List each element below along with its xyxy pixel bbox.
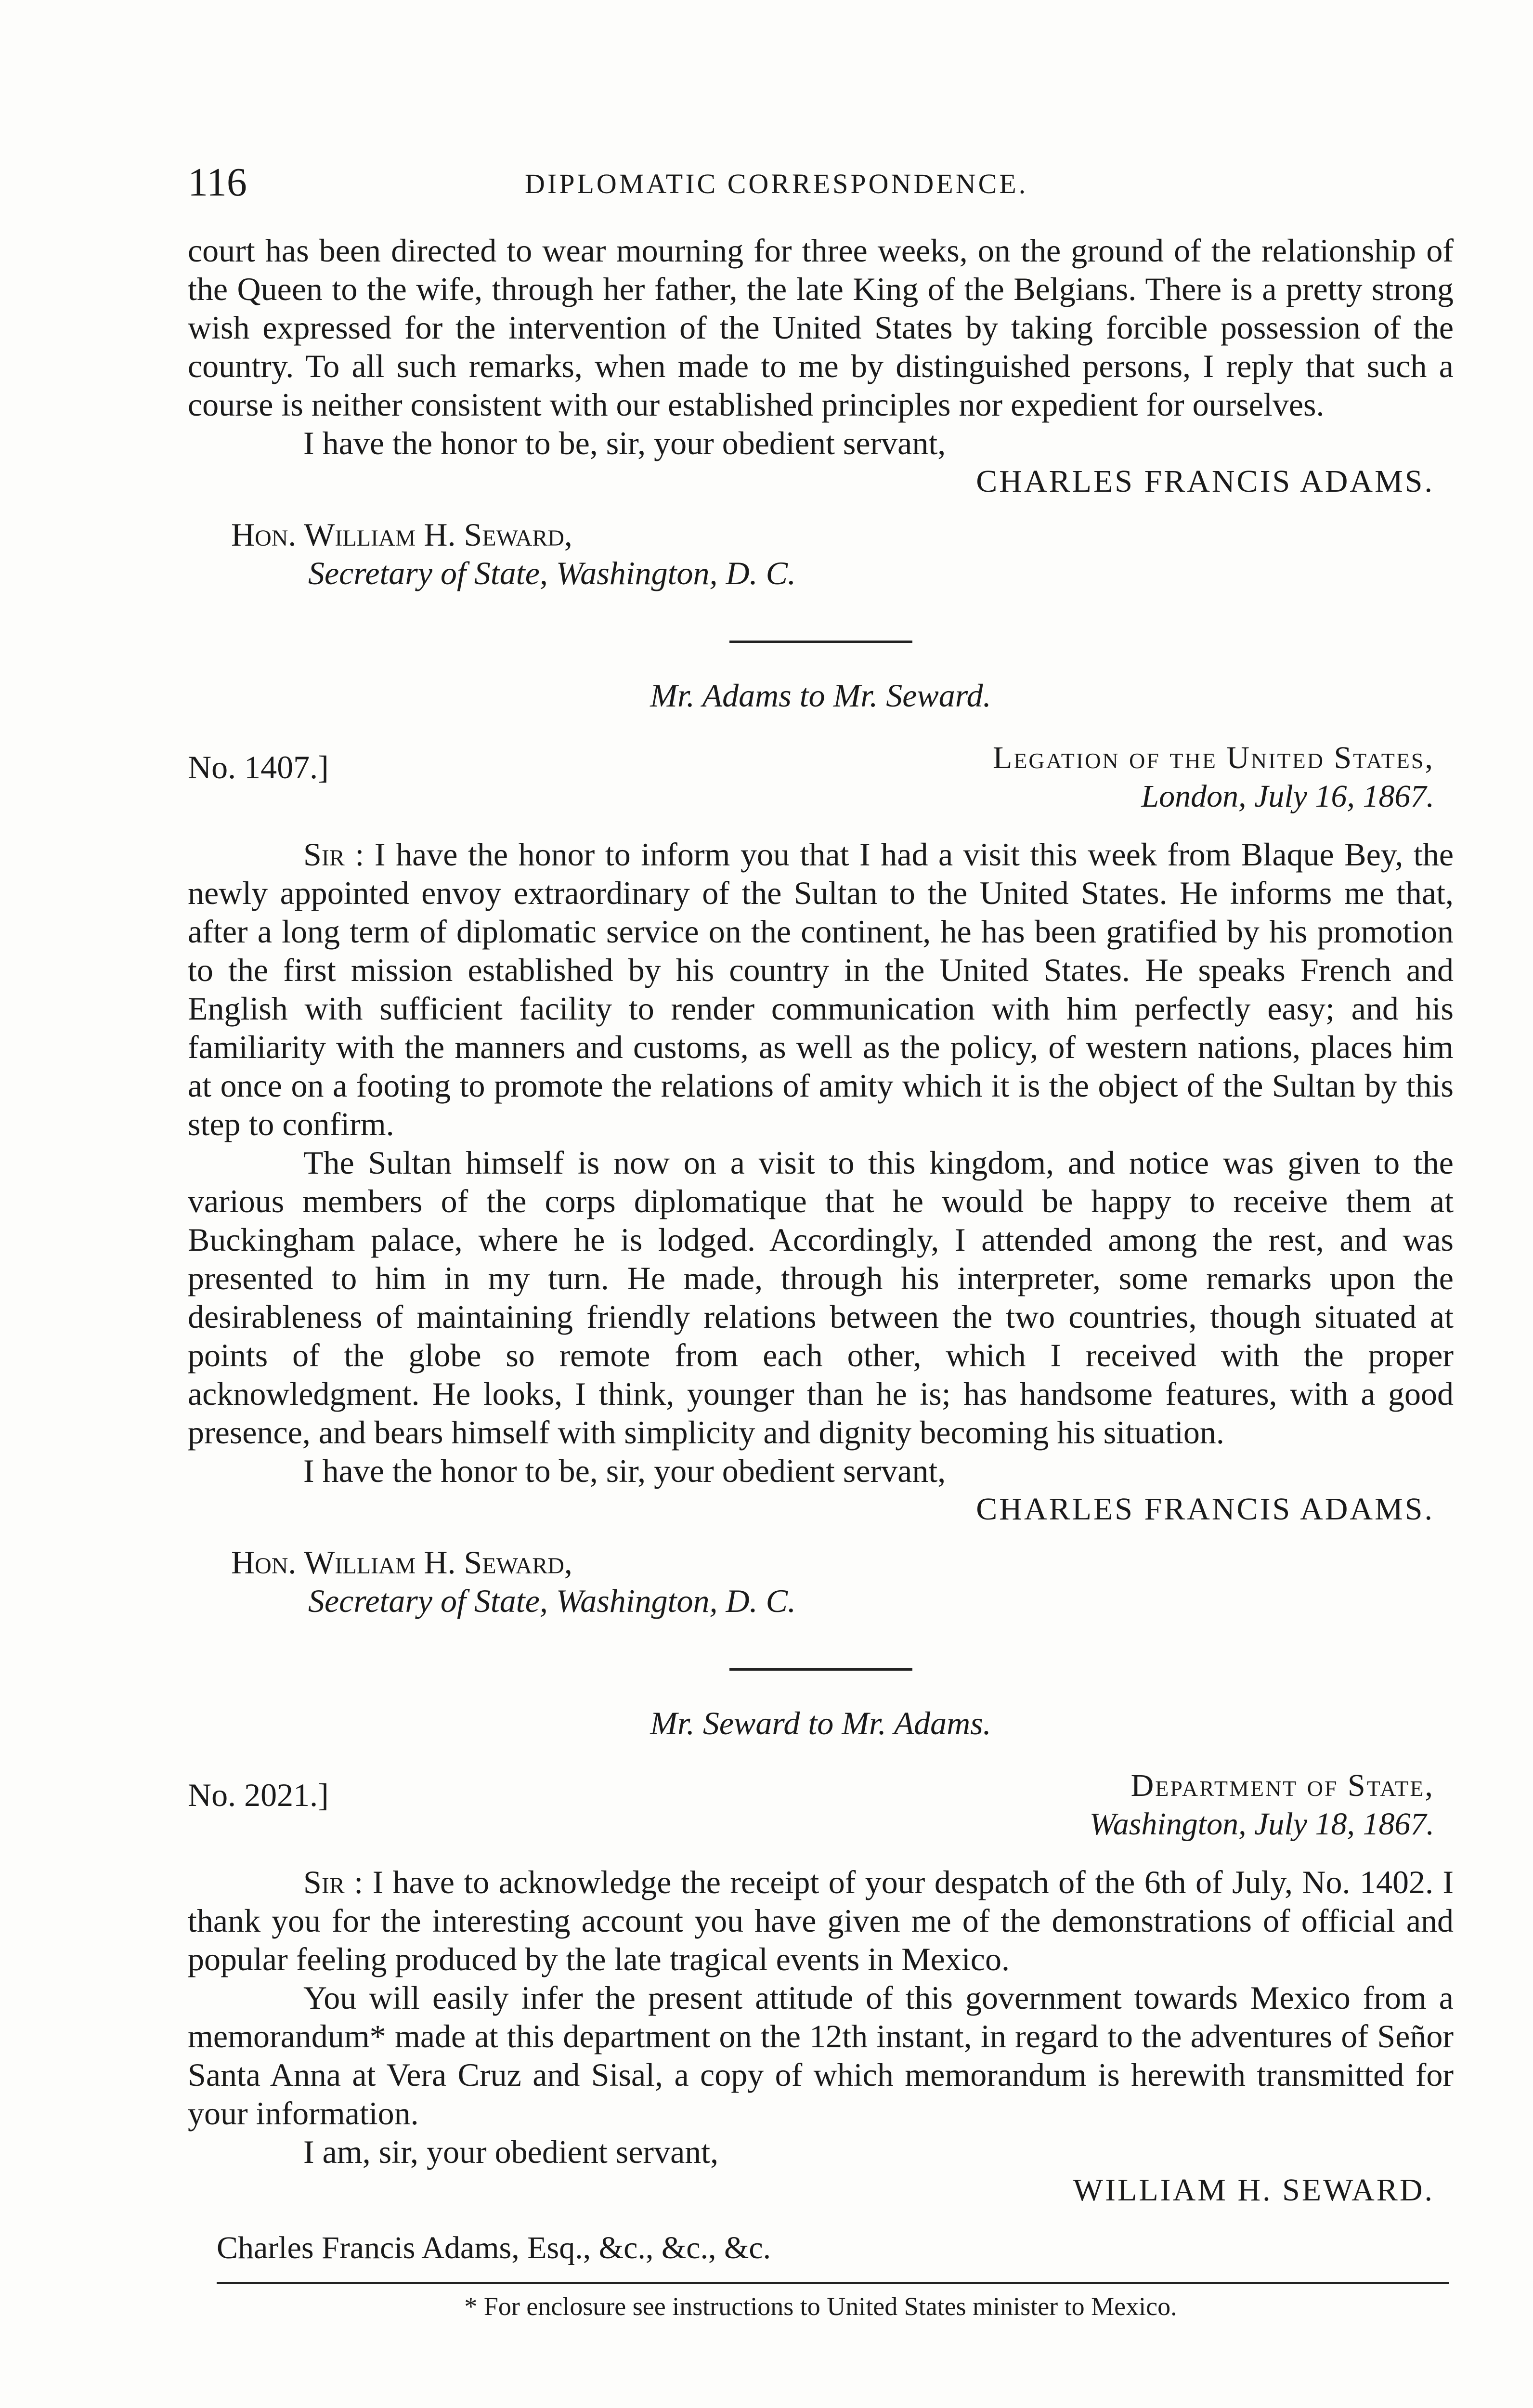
letter2-closing: I have the honor to be, sir, your obedient servant,	[303, 1453, 946, 1489]
letter2-addressee: Hon. William H. Seward,	[231, 1544, 572, 1581]
letter3-heading	[188, 1767, 1454, 1848]
letter2-salutation: Sir :	[303, 836, 364, 873]
letter2-number: No. 1407.]	[188, 749, 329, 785]
letter3-paragraph2: You will easily infer the present attitude of this government towards Mexico from a memorandum* made at this department on the 12th instant, in regard to the adventures of Señor Santa Anna at Vera Cruz and Sisal, a copy of which memorandum is herewith transmitted for your information.	[188, 1979, 1454, 2132]
letter3-title: Mr. Seward to Mr. Adams.	[650, 1705, 991, 1741]
letter3-sender-place: Washington, July 18, 1867.	[1089, 1806, 1434, 1842]
letter3-closing: I am, sir, your obedient servant,	[303, 2133, 719, 2170]
section-divider	[729, 641, 912, 643]
running-title: DIPLOMATIC CORRESPONDENCE.	[525, 168, 1028, 199]
letter1-addressee-title: Secretary of State, Washington, D. C.	[308, 555, 796, 591]
letter1-signature: CHARLES FRANCIS ADAMS.	[976, 464, 1434, 499]
letter2-signature: CHARLES FRANCIS ADAMS.	[976, 1492, 1434, 1527]
letter2-paragraph2: The Sultan himself is now on a visit to this kingdom, and notice was given to the various members of the corps diplomatique that he would be happy to receive them at Buckingham palace, where he is lodged. Accordingly, I attended among the rest, and was presented to him in my turn. He made, through his interpreter, some remarks upon the desirableness of maintaining friendly relations between the two countries, though situated at points of the globe so remote from each other, which I received with the proper acknowledgment. He looks, I think, younger than he is; has handsome features, with a good presence, and bears himself with simplicity and dignity becoming his situation.	[188, 1144, 1454, 1451]
letter2-paragraph1-text: I have the honor to inform you that I had a visit this week from Blaque Bey, the newly appointed envoy extraordinary of the Sultan to the United States. He informs me that, after a long term of diplomatic service on the continent, he has been gratified by his promotion to the first mission established by his country in the United States. He speaks French and English with sufficient facility to render communication with him perfectly easy; and his familiarity with the manners and customs, as well as the policy, of western nations, places him at once on a footing to promote the relations of amity which it is the object of the Sultan by this step to confirm.	[188, 836, 1454, 1142]
letter2-sender-place: London, July 16, 1867.	[1141, 779, 1434, 814]
letter2-addressee-title: Secretary of State, Washington, D. C.	[308, 1583, 796, 1619]
letter3-number: No. 2021.]	[188, 1777, 329, 1813]
running-header	[188, 159, 1454, 212]
footnote: * For enclosure see instructions to United States minister to Mexico.	[464, 2292, 1177, 2321]
section-divider	[729, 1668, 912, 1671]
letter2-paragraph1	[188, 835, 1454, 1143]
letter3-salutation: Sir :	[303, 1864, 364, 1900]
letter3-addressee: Charles Francis Adams, Esq., &c., &c., &c.	[217, 2230, 771, 2265]
letter2-title: Mr. Adams to Mr. Seward.	[650, 677, 991, 714]
letter3-paragraph1-text: I have to acknowledge the receipt of your despatch of the 6th of July, No. 1402. I thank you for the interesting account you have given me of the demonstrations of official and popular feeling produced by the late tragical events in Mexico.	[188, 1864, 1454, 1977]
letter3-sender-org: Department of State,	[1130, 1768, 1434, 1803]
letter2-sender-org: Legation of the United States,	[993, 740, 1434, 775]
letter1-closing: I have the honor to be, sir, your obedient servant,	[303, 425, 946, 461]
footnote-rule	[217, 2282, 1449, 2284]
letter2-sender	[993, 739, 1434, 816]
letter3-sender	[1090, 1767, 1434, 1844]
letter1-addressee: Hon. William H. Seward,	[231, 516, 572, 553]
letter2-heading	[188, 739, 1454, 821]
page-number: 116	[188, 160, 247, 205]
letter3-signature: WILLIAM H. SEWARD.	[1073, 2172, 1434, 2208]
letter3-paragraph1	[188, 1863, 1454, 1978]
letter1-continuation: court has been directed to wear mourning for three weeks, on the ground of the relationship of the Queen to the wife, through her father, the late King of the Belgians. There is a pretty strong wish expressed for the intervention of the United States by taking forcible possession of the country. To all such remarks, when made to me by distinguished persons, I reply that such a course is neither consistent with our established principles nor expedient for ourselves.	[188, 232, 1454, 423]
